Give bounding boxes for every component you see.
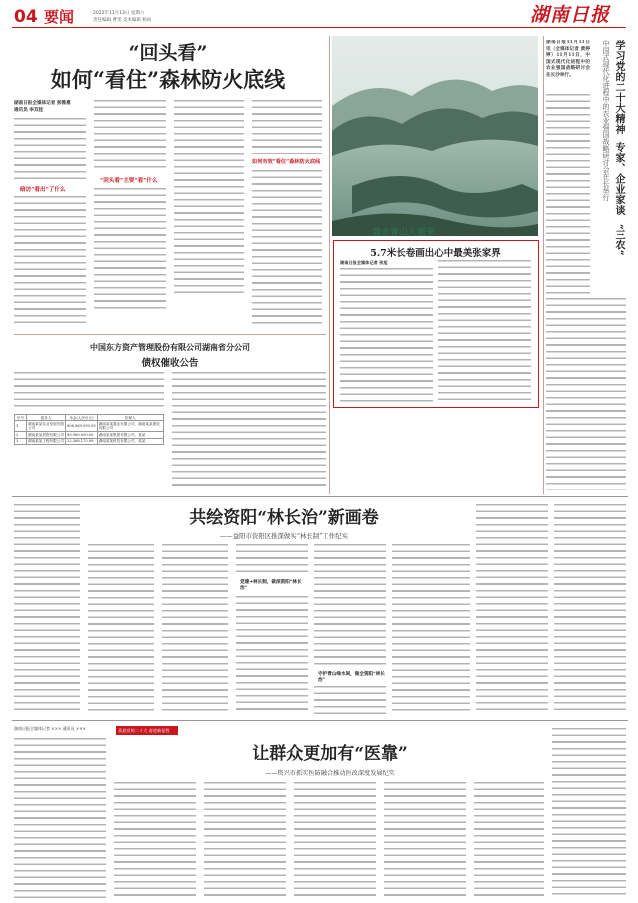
article3-subtitle: ——益阳市资阳区推深做实“林长制”工作纪实 [220, 532, 348, 540]
table-cell: 808,869,990.99 [66, 421, 98, 432]
sidebar-col-text [546, 94, 590, 294]
table-cell: 1 [15, 421, 27, 432]
masthead-logo: 湖南日报 [530, 4, 611, 26]
editor-line: 责任编辑 曹雯 美术编辑 杨尚 [93, 18, 152, 23]
article1-col3-text [174, 100, 244, 296]
article4-col7-text [552, 728, 626, 898]
article-forest-chief [14, 500, 626, 716]
article1-kicker: “回头看” [128, 42, 208, 64]
article1-col1-text2 [14, 196, 86, 328]
table-cell: 89,960,000.00 [66, 432, 98, 438]
article3-col2-text [88, 544, 154, 714]
table-row [15, 438, 164, 444]
article3-subhead1: 党建+林长制，做深资阳“林长治” [240, 580, 302, 591]
debt-notice-ad [14, 338, 326, 498]
table-row [15, 421, 164, 432]
highlight-byline: 湖南日报全媒体记者 张旭 [340, 260, 388, 265]
sidebar-title-2: 专家、企业家谈 [613, 142, 624, 216]
photo-caption-note: 11月10日，在郴州东江湖拍摄的雾漫小东江美景。 [438, 230, 520, 234]
article1-col1-text [14, 118, 86, 182]
table-cell: 湖南某某集团有限公司、某某 [97, 432, 163, 438]
article1-subhead1: 暗访“看出”了什么 [20, 187, 66, 193]
article1-col4-text2 [252, 170, 322, 328]
article-medical [14, 724, 626, 899]
article4-col5-text [384, 782, 466, 898]
table-cell: 湖南某某工程有限公司 [28, 439, 64, 444]
article4-band [116, 726, 178, 735]
article4-col4-text [294, 782, 376, 898]
divider-h2 [12, 496, 628, 497]
ad-th-1: 债务人 [27, 415, 66, 421]
highlight-title: 5.7米长卷画出心中最美张家界 [370, 248, 501, 259]
article3-col3-text [162, 544, 228, 714]
article4-col1-text [14, 738, 106, 898]
photo-caption-title: 碧水青山入画来 [372, 228, 436, 238]
table-cell: 湖南某某实业发展有限公司 [28, 421, 64, 431]
highlight-col2-text [438, 260, 531, 402]
photo-lake [332, 36, 538, 236]
section-name: 要闻 [44, 8, 75, 26]
ad-th-2: 本金(人民币元) [66, 415, 98, 421]
article3-col7-text [476, 504, 548, 714]
article-forest-fire [14, 38, 322, 328]
article4-subtitle: ——资兴市抓实医防融合推动医改深度发展纪实 [265, 770, 395, 777]
article1-subhead2: “回头看”主要“看”什么 [100, 178, 158, 184]
ad-body-text [172, 372, 326, 490]
ad-th-0: 序号 [15, 415, 27, 421]
table-cell: 3 [15, 438, 27, 444]
divider-h3 [12, 720, 628, 721]
sidebar-conference [546, 36, 628, 496]
divider-v1 [329, 36, 330, 494]
table-cell: 湖南某某科技有限公司、某某 [97, 438, 163, 444]
sidebar-bottom-text [546, 298, 626, 490]
article1-col4-text [252, 100, 322, 154]
article3-col4-text2 [236, 596, 308, 714]
ad-intro-text [14, 372, 164, 410]
table-cell: 2 [15, 432, 27, 438]
article4-col6-text [474, 782, 544, 898]
article4-title: 让群众更加有“医靠” [252, 744, 408, 764]
article3-col6-text [392, 544, 470, 714]
divider-v2 [543, 36, 544, 494]
highlight-article-box [333, 240, 539, 408]
article1-subhead3: 如何有效“看住”森林防火底线 [252, 159, 321, 165]
sidebar-title-1: 学习党的二十大精神 [613, 40, 624, 135]
article4-col3-text [204, 782, 286, 898]
article3-subhead2: 守护青山绿水间，做全资阳“林长治” [318, 672, 385, 683]
sidebar-quote: “三农” [613, 224, 624, 256]
lake-photo-image [332, 36, 538, 236]
date-line: 2022年11月13日 星期六 [93, 11, 145, 16]
article3-title: 共绘资阳“林长治”新画卷 [189, 508, 379, 528]
ad-title: 债权催收公告 [141, 358, 199, 369]
article1-title: 如何“看住”森林防火底线 [50, 67, 286, 92]
article3-col1-text [14, 504, 80, 714]
article3-col5-text2 [314, 686, 386, 714]
header-rule [12, 27, 626, 28]
divider-h1 [14, 334, 326, 335]
ad-debt-table [14, 414, 164, 445]
page-number: 04 [14, 7, 38, 27]
sidebar-subtitle: 中国式现代化进程中的农业强国战略研讨会在长举行 [602, 40, 610, 201]
highlight-col1-text [340, 268, 433, 402]
article3-col5-text [314, 544, 386, 668]
ad-company: 中国东方资产管理股份有限公司湖南省分公司 [90, 342, 250, 352]
ad-th-3: 担保人 [97, 415, 163, 421]
article1-byline2: 通讯员 李双桂 [14, 108, 44, 113]
article3-col8-text [554, 504, 626, 714]
article4-col2-text [114, 782, 196, 898]
article1-col2-text [94, 100, 166, 172]
table-cell: 湖南某某置业有限公司、湖南某某建设有限公司 [97, 421, 163, 432]
article1-byline1: 湖南日报全媒体记者 彭雅惠 [14, 101, 71, 106]
article4-band-text: 喜迎党的二十大 奋进新征程 [118, 727, 170, 733]
table-cell: 湖南某某投资有限公司 [28, 432, 64, 437]
table-cell: 22,368,175.08 [66, 438, 98, 444]
sidebar-intro: 湖南日报11月11日讯（全媒体记者 黄婷婷）11月11日，中国式现代化进程中的农业强国战略研讨会在长沙举行。 [546, 40, 590, 78]
article1-col2-text2 [94, 188, 166, 312]
article4-byline: 湖南日报全媒体记者 ××× 通讯员 ××× [14, 726, 86, 731]
article3-col4-text [236, 544, 308, 576]
page-header [0, 0, 638, 30]
